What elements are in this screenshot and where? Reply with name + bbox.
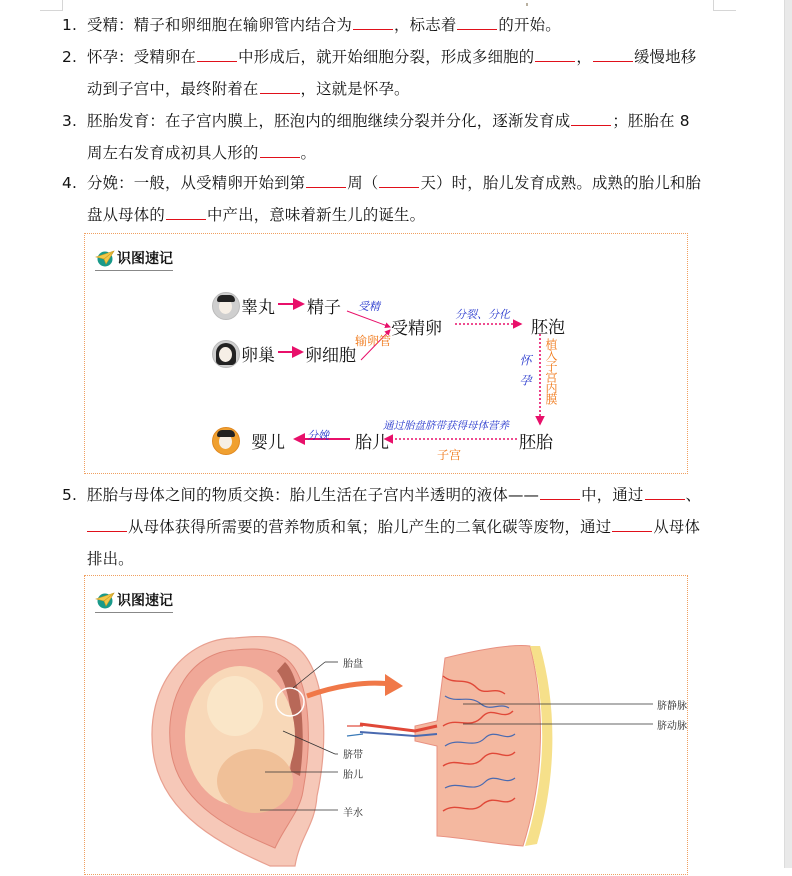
item-text: 盘从母体的 bbox=[87, 206, 165, 224]
item-text: ，这就是怀孕。 bbox=[300, 80, 410, 98]
page-marker bbox=[526, 3, 528, 6]
fetus-head bbox=[217, 749, 293, 813]
list-item-2 bbox=[62, 41, 722, 105]
zoom-arrow bbox=[307, 683, 390, 696]
item-text: 。 bbox=[300, 144, 317, 162]
fill-blank[interactable] bbox=[166, 205, 206, 220]
fill-blank[interactable] bbox=[612, 517, 652, 532]
male-avatar-icon bbox=[212, 292, 240, 320]
item-number: 2. bbox=[62, 48, 78, 66]
item-text: ；胚胎在 8 bbox=[612, 112, 690, 130]
item-text: 从母体 bbox=[653, 518, 701, 536]
item-text: 分娩：一般，从受精卵开始到第 bbox=[87, 174, 306, 192]
placenta-detail bbox=[415, 646, 540, 847]
reproduction-flow-diagram bbox=[85, 234, 689, 474]
label-embryo: 胚胎 bbox=[519, 433, 553, 453]
item-number: 5. bbox=[62, 486, 78, 504]
label-oviduct: 输卵管 bbox=[355, 334, 392, 348]
item-text: 从母体获得所需要的营养物质和氧；胎儿产生的二氧化碳等废物，通过 bbox=[128, 518, 612, 536]
label-sperm: 精子 bbox=[307, 298, 341, 318]
item-text: 中，通过 bbox=[581, 486, 644, 504]
female-avatar-icon bbox=[212, 340, 240, 368]
item-text: 中形成后，就开始细胞分裂，形成多细胞的 bbox=[238, 48, 535, 66]
list-item-1 bbox=[62, 9, 722, 41]
label-egg: 卵细胞 bbox=[305, 346, 356, 366]
item-number: 4. bbox=[62, 174, 78, 192]
fill-blank[interactable] bbox=[197, 47, 237, 62]
baby-avatar-icon bbox=[212, 427, 240, 455]
item-text: 动到子宫中，最终附着在 bbox=[87, 80, 259, 98]
page-corner-mark bbox=[40, 0, 63, 11]
item-text: 排出。 bbox=[87, 550, 134, 568]
fill-blank[interactable] bbox=[645, 485, 685, 500]
fill-blank[interactable] bbox=[379, 173, 419, 188]
item-text: ，标志着 bbox=[394, 16, 457, 34]
scrollbar-track[interactable] bbox=[784, 0, 792, 868]
fill-blank[interactable] bbox=[593, 47, 633, 62]
label-pregnancy: 怀孕 bbox=[518, 354, 532, 394]
uterus-placenta-illustration bbox=[85, 576, 689, 876]
label-umbilical-artery: 脐动脉 bbox=[657, 721, 687, 732]
item-text: 周左右发育成初具人形的 bbox=[87, 144, 259, 162]
label-ovary: 卵巢 bbox=[241, 346, 275, 366]
item-text: 缓慢地移 bbox=[633, 48, 697, 66]
label-amniotic-fluid: 羊水 bbox=[343, 808, 363, 819]
item-text: 怀孕：受精卵在 bbox=[87, 48, 197, 66]
list-item-4 bbox=[62, 167, 722, 231]
label-implant: 植入子宫内膜 bbox=[544, 338, 558, 404]
item-number: 1. bbox=[62, 16, 78, 34]
box-title-text: 识图速记 bbox=[117, 593, 173, 609]
label-fetus: 胎儿 bbox=[355, 433, 389, 453]
label-delivery: 分娩 bbox=[307, 429, 329, 442]
item-text: 、 bbox=[685, 486, 702, 504]
item-text: 受精：精子和卵细胞在输卵管内结合为 bbox=[87, 16, 353, 34]
label-fetus: 胎儿 bbox=[343, 770, 363, 781]
list-item-3 bbox=[62, 105, 722, 169]
memory-diagram-box-2 bbox=[84, 575, 688, 875]
item-text: 中产出，意味着新生儿的诞生。 bbox=[206, 206, 426, 224]
label-blastocyst: 胚泡 bbox=[531, 318, 565, 338]
label-baby: 婴儿 bbox=[251, 433, 285, 453]
item-number: 3. bbox=[62, 112, 78, 130]
item-text: 的开始。 bbox=[498, 16, 561, 34]
label-testis: 睾丸 bbox=[241, 298, 275, 318]
item-text: 胚胎发育：在子宫内膜上，胚泡内的细胞继续分裂并分化，逐渐发育成 bbox=[87, 112, 571, 130]
fill-blank[interactable] bbox=[540, 485, 580, 500]
fill-blank[interactable] bbox=[353, 15, 393, 30]
fill-blank[interactable] bbox=[260, 79, 300, 94]
label-umbilical-vein: 脐静脉 bbox=[657, 701, 687, 712]
item-text: 胚胎与母体之间的物质交换：胎儿生活在子宫内半透明的液体—— bbox=[87, 486, 540, 504]
label-placenta: 胎盘 bbox=[343, 659, 363, 670]
label-uterus: 子宫 bbox=[437, 448, 462, 462]
fill-blank[interactable] bbox=[535, 47, 575, 62]
list-item-5 bbox=[62, 479, 722, 575]
label-zygote: 受精卵 bbox=[391, 319, 442, 339]
fill-blank[interactable] bbox=[87, 517, 127, 532]
fill-blank[interactable] bbox=[260, 143, 300, 158]
label-nutrition: 通过胎盘脐带获得母体营养 bbox=[383, 420, 509, 432]
fill-blank[interactable] bbox=[306, 173, 346, 188]
label-division: 分裂、分化 bbox=[455, 308, 510, 321]
box-title-text: 识图速记 bbox=[117, 251, 173, 267]
item-text: ， bbox=[576, 48, 592, 66]
memory-diagram-box-1 bbox=[84, 233, 688, 474]
fill-blank[interactable] bbox=[571, 111, 611, 126]
label-umbilical-cord: 脐带 bbox=[343, 750, 363, 761]
fill-blank[interactable] bbox=[457, 15, 497, 30]
item-text: 周（ bbox=[347, 174, 379, 192]
item-text: 天）时，胎儿发育成熟。成熟的胎儿和胎 bbox=[420, 174, 702, 192]
label-fertilization: 受精 bbox=[358, 300, 380, 313]
